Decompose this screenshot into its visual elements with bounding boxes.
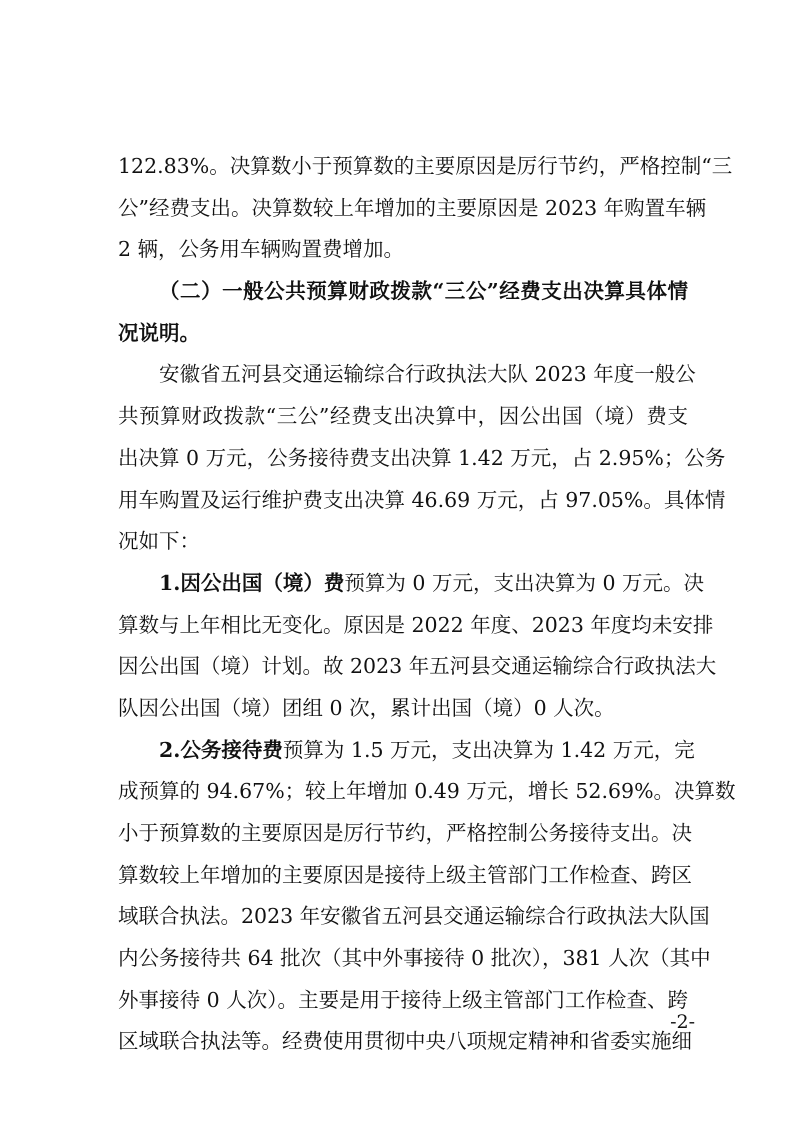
- body-line: 队因公出国（境）团组 0 次，累计出国（境）0 人次。: [118, 695, 615, 720]
- body-line: 出决算 0 万元，公务接待费支出决算 1.42 万元，占 2.95%；公务: [118, 445, 726, 470]
- document-page: [118, 146, 736, 1063]
- section-heading-cont: 况说明。: [118, 320, 200, 345]
- item1-first-line: [118, 563, 705, 605]
- body-line: 区域联合执法等。经费使用贯彻中央八项规定精神和省委实施细: [118, 1029, 692, 1054]
- item2-label: 2.公务接待费: [159, 737, 283, 762]
- body-line: 况如下：: [118, 529, 200, 554]
- body-line: 小于预算数的主要原因是厉行节约，严格控制公务接待支出。决: [118, 821, 692, 845]
- body-line: 算数与上年相比无变化。原因是 2022 年度、2023 年度均未安排: [118, 612, 714, 637]
- body-line: 共预算财政拨款“三公”经费支出决算中，因公出国（境）费支: [118, 404, 688, 429]
- item2-text: 预算为 1.5 万元，支出决算为 1.42 万元，完: [282, 737, 695, 762]
- body-line: 122.83%。决算数小于预算数的主要原因是厉行节约，严格控制“三: [118, 154, 733, 178]
- item1-label: 1.因公出国（境）费: [159, 570, 345, 595]
- body-line: 因公出国（境）计划。故 2023 年五河县交通运输综合行政执法大: [118, 654, 717, 679]
- page-number: -2-: [670, 1011, 695, 1033]
- section-heading: （二）一般公共预算财政拨款“三公”经费支出决算具体情: [159, 279, 688, 304]
- item1-text: 预算为 0 万元，支出决算为 0 万元。决: [344, 570, 705, 595]
- body-line: 内公务接待共 64 批次（其中外事接待 0 批次），381 人次（其中: [118, 946, 711, 971]
- body-line: 公”经费支出。决算数较上年增加的主要原因是 2023 年购置车辆: [118, 195, 707, 220]
- body-line: 算数较上年增加的主要原因是接待上级主管部门工作检查、跨区: [118, 862, 692, 887]
- body-line: 域联合执法。2023 年安徽省五河县交通运输综合行政执法大队国: [118, 904, 710, 929]
- body-line: 成预算的 94.67%；较上年增加 0.49 万元，增长 52.69%。决算数: [118, 779, 736, 804]
- body-line: 安徽省五河县交通运输综合行政执法大队 2023 年度一般公: [159, 362, 696, 387]
- body-line: 2 辆，公务用车辆购置费增加。: [118, 237, 405, 262]
- body-line: 外事接待 0 人次）。主要是用于接待上级主管部门工作检查、跨: [118, 987, 688, 1012]
- body-line: 用车购置及运行维护费支出决算 46.69 万元，占 97.05%。具体情: [118, 487, 726, 512]
- item2-first-line: [118, 730, 695, 772]
